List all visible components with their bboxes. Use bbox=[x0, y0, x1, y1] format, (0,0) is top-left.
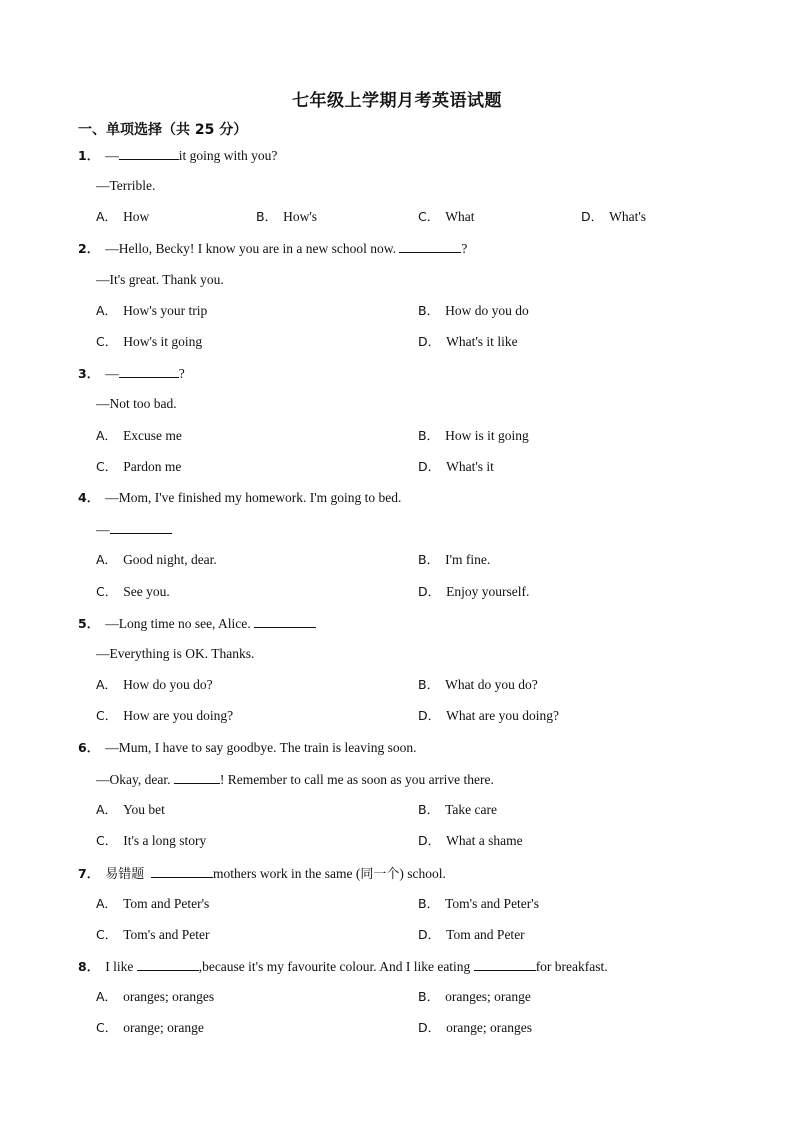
option-d[interactable]: D． What are you doing? bbox=[418, 708, 559, 723]
error-prone-tag: 易错题 bbox=[105, 867, 145, 882]
option-a[interactable]: A． How bbox=[96, 209, 150, 224]
dialogue-reply: —It's great. Thank you. bbox=[96, 272, 224, 287]
question-number: 8． bbox=[78, 959, 100, 974]
question-number: 3． bbox=[78, 366, 100, 381]
question-number: 4． bbox=[78, 490, 100, 505]
question-number: 6． bbox=[78, 740, 100, 755]
page-title: 七年级上学期月考英语试题 bbox=[292, 91, 502, 111]
answer-blank bbox=[137, 957, 199, 971]
option-d[interactable]: D． Enjoy yourself. bbox=[418, 584, 530, 599]
option-c[interactable]: C． How's it going bbox=[96, 334, 203, 349]
option-a[interactable]: A． You bet bbox=[96, 802, 165, 817]
question-8: 8． I like ,because it's my favourite colour. And I like eating for breakfast. bbox=[78, 959, 608, 974]
option-c[interactable]: C． How are you doing? bbox=[96, 708, 234, 723]
question-7: 7． 易错题 mothers work in the same (同一个) school. bbox=[78, 866, 446, 882]
dialogue-reply: —Terrible. bbox=[96, 178, 156, 193]
question-6: 6． —Mum, I have to say goodbye. The train is leaving soon. bbox=[78, 740, 417, 755]
answer-blank bbox=[119, 146, 179, 160]
option-b[interactable]: B． How is it going bbox=[418, 428, 529, 443]
dialogue-reply: —Everything is OK. Thanks. bbox=[96, 646, 255, 661]
question-number: 1． bbox=[78, 148, 100, 163]
option-b[interactable]: B． What do you do? bbox=[418, 677, 538, 692]
question-number: 7． bbox=[78, 866, 100, 881]
question-1: 1． — it going with you? bbox=[78, 148, 278, 163]
option-c[interactable]: C． It's a long story bbox=[96, 833, 207, 848]
question-3: 3． — ? bbox=[78, 366, 185, 381]
answer-blank bbox=[110, 520, 172, 534]
option-d[interactable]: D． orange; oranges bbox=[418, 1020, 532, 1035]
question-2: 2． —Hello, Becky! I know you are in a new school now. ? bbox=[78, 241, 468, 256]
question-number: 5． bbox=[78, 616, 100, 631]
option-c[interactable]: C． orange; orange bbox=[96, 1020, 204, 1035]
option-a[interactable]: A． How do you do? bbox=[96, 677, 213, 692]
dialogue-reply: — bbox=[96, 520, 172, 539]
option-b[interactable]: B． Take care bbox=[418, 802, 497, 817]
question-number: 2． bbox=[78, 241, 100, 256]
option-a[interactable]: A． How's your trip bbox=[96, 303, 208, 318]
option-b[interactable]: B． I'm fine. bbox=[418, 552, 491, 567]
option-c[interactable]: C． Tom's and Peter bbox=[96, 927, 210, 942]
option-b[interactable]: B． oranges; orange bbox=[418, 989, 531, 1004]
dialogue-reply: —Okay, dear. ! Remember to call me as soon as you arrive there. bbox=[96, 772, 494, 787]
option-d[interactable]: D． Tom and Peter bbox=[418, 927, 525, 942]
answer-blank bbox=[119, 364, 179, 378]
option-c[interactable]: C． See you. bbox=[96, 584, 170, 599]
option-d[interactable]: D． What's it like bbox=[418, 334, 518, 349]
option-b[interactable]: B． Tom's and Peter's bbox=[418, 896, 539, 911]
option-b[interactable]: B． How do you do bbox=[418, 303, 529, 318]
option-c[interactable]: C． What bbox=[418, 209, 475, 224]
question-4: 4． —Mom, I've finished my homework. I'm going to bed. bbox=[78, 490, 402, 505]
answer-blank bbox=[399, 239, 461, 253]
dialogue-reply: —Not too bad. bbox=[96, 396, 177, 411]
option-a[interactable]: A． Good night, dear. bbox=[96, 552, 217, 567]
question-5: 5． —Long time no see, Alice. bbox=[78, 614, 316, 633]
option-a[interactable]: A． Tom and Peter's bbox=[96, 896, 210, 911]
option-c[interactable]: C． Pardon me bbox=[96, 459, 182, 474]
option-a[interactable]: A． Excuse me bbox=[96, 428, 182, 443]
option-a[interactable]: A． oranges; oranges bbox=[96, 989, 215, 1004]
answer-blank bbox=[474, 957, 536, 971]
option-d[interactable]: D． What a shame bbox=[418, 833, 523, 848]
answer-blank bbox=[254, 614, 316, 628]
option-d[interactable]: D． What's bbox=[581, 209, 647, 224]
section-heading: 一、单项选择（共 25 分） bbox=[78, 122, 248, 138]
answer-blank bbox=[174, 770, 220, 784]
option-b[interactable]: B． How's bbox=[256, 209, 318, 224]
answer-blank bbox=[151, 864, 213, 878]
option-d[interactable]: D． What's it bbox=[418, 459, 494, 474]
